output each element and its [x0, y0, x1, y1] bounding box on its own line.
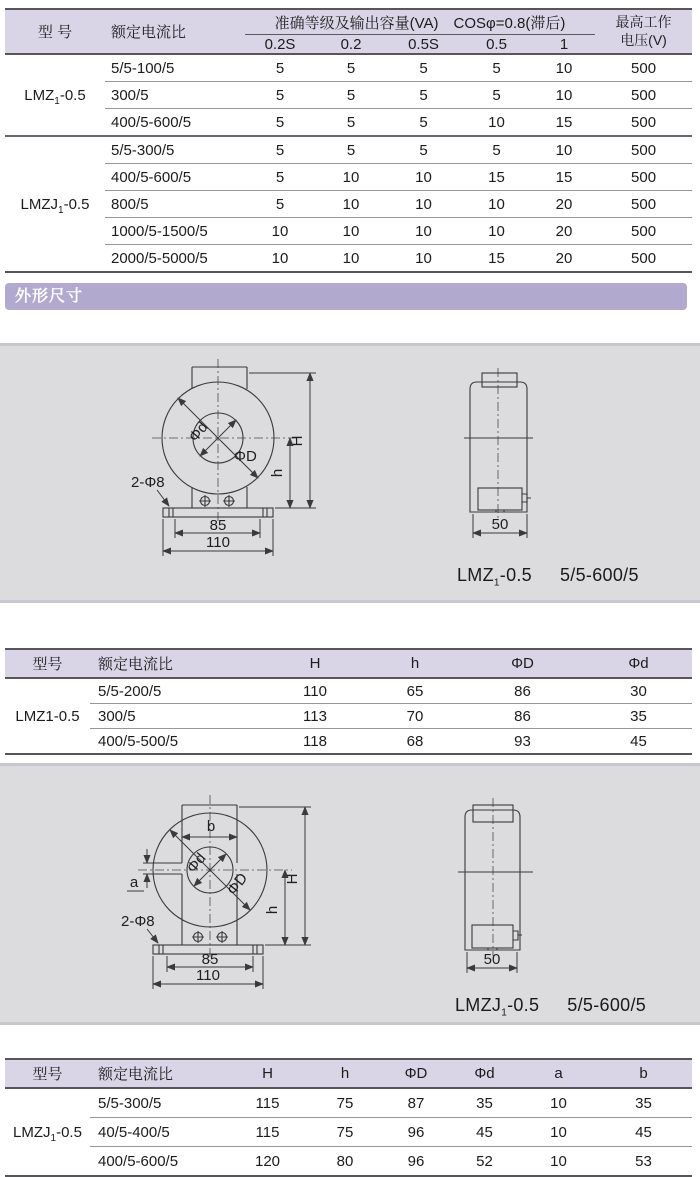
- caption-model: $LMZ_1-0.5$: [457, 565, 532, 589]
- cell-value: 5: [245, 82, 315, 109]
- cell-H: 115: [230, 1088, 305, 1118]
- cell-phid: 52: [476, 1152, 493, 1170]
- cell-H: 115: [230, 1118, 305, 1147]
- cell-phid: 35: [585, 704, 692, 729]
- cell-phiD: 93: [514, 732, 531, 750]
- cell-value: 10: [460, 218, 533, 245]
- table-row: [5, 1118, 692, 1147]
- cell-value: 5: [315, 54, 387, 82]
- cell-value: 10: [533, 82, 595, 109]
- dim-label-110: 110: [206, 534, 230, 551]
- cell-H: 113: [260, 704, 370, 729]
- header-ratio: 额定电流比: [90, 649, 260, 678]
- header-model: 型号: [5, 1059, 90, 1088]
- cell-value: 5: [245, 191, 315, 218]
- cell-value: 5: [387, 82, 460, 109]
- cell-voltage: 500: [595, 191, 692, 218]
- cell-value: 5: [245, 54, 315, 82]
- header-class-4: 1: [533, 35, 595, 55]
- cell-value: 15: [533, 164, 595, 191]
- table-row: [5, 82, 692, 109]
- dim-label-50: 50: [491, 516, 509, 533]
- cell-value: 10: [387, 164, 460, 191]
- caption-ratio: 5/5-600/5: [567, 995, 647, 1015]
- section-title-outline-dimensions: 外形尺寸: [5, 283, 687, 310]
- header-model: 型号: [5, 649, 90, 678]
- cell-h: 70: [370, 704, 460, 729]
- dim-label-50: 50: [483, 951, 501, 968]
- header-h: h: [305, 1059, 385, 1088]
- cell-h: 75: [305, 1118, 385, 1147]
- cell-H: 120: [254, 1152, 281, 1170]
- cell-value: 20: [533, 191, 595, 218]
- cell-value: 5: [315, 136, 387, 164]
- cell-voltage: 500: [595, 136, 692, 164]
- dim-label-a: a: [129, 874, 139, 891]
- cell-h: 75: [305, 1088, 385, 1118]
- cell-phiD: 96: [385, 1118, 447, 1147]
- table-row: [5, 191, 692, 218]
- top-terminal: [482, 373, 517, 387]
- cell-phiD: 87: [385, 1088, 447, 1118]
- dim-label-phid: Φd: [183, 849, 210, 877]
- dim-label-holes: 2-Φ8: [121, 913, 155, 930]
- dim-label-b: b: [206, 818, 216, 835]
- dim-label-phid: Φd: [185, 418, 212, 446]
- header-class-0: 0.2S: [245, 35, 315, 55]
- header-class-1: 0.2: [315, 35, 387, 55]
- spec-table-header: [5, 9, 692, 54]
- cell-ratio: 5/5-200/5: [90, 678, 260, 704]
- body-outline: [465, 810, 520, 950]
- cell-value: 5: [315, 82, 387, 109]
- spec-group-lmzj1: [5, 136, 692, 272]
- table-row: [5, 164, 692, 191]
- cell-H: 110: [260, 678, 370, 704]
- side-view: [464, 368, 533, 538]
- front-view: [131, 359, 316, 556]
- header-phid: Φd: [447, 1059, 522, 1088]
- cell-h: 68: [406, 732, 424, 750]
- cell-value: 5: [419, 113, 428, 131]
- table-row: [5, 245, 692, 273]
- cell-value: 20: [533, 218, 595, 245]
- header-max-voltage-line1: 最高工作: [615, 14, 672, 30]
- terminal-box: [472, 925, 513, 948]
- cell-value: 5: [245, 164, 315, 191]
- cell-value: 15: [555, 113, 573, 131]
- cell-value: 10: [342, 249, 360, 267]
- dim-label-H: H: [284, 873, 301, 885]
- cell-ratio: 2000/5-5000/5: [111, 249, 208, 267]
- cell-a: 10: [522, 1118, 595, 1147]
- cell-b: 53: [635, 1152, 652, 1170]
- cell-value: 15: [460, 164, 533, 191]
- cell-ratio: 5/5-300/5: [105, 136, 245, 164]
- dim-label-H: H: [289, 435, 306, 447]
- dim-label-h: h: [264, 905, 281, 915]
- drawing-caption-lmzj1: [455, 995, 647, 1019]
- model-label: $LMZJ_1-0.5$: [20, 195, 90, 216]
- cell-h: 65: [370, 678, 460, 704]
- cell-a: 10: [550, 1152, 567, 1170]
- cell-ratio: 1000/5-1500/5: [105, 218, 245, 245]
- cell-value: 5: [387, 54, 460, 82]
- cell-ratio: 300/5: [90, 704, 260, 729]
- cell-value: 5: [387, 136, 460, 164]
- cell-h: 80: [336, 1152, 354, 1170]
- cell-value: 15: [488, 249, 505, 267]
- header-ratio: 额定电流比: [105, 9, 245, 54]
- cell-ratio: 400/5-600/5: [111, 113, 192, 131]
- cell-voltage: 500: [595, 82, 692, 109]
- cell-value: 20: [555, 249, 573, 267]
- cell-voltage: 500: [631, 249, 657, 267]
- dim-label-phiD: ΦD: [234, 448, 257, 465]
- cell-value: 5: [460, 82, 533, 109]
- table-row: [5, 704, 692, 729]
- cell-value: 10: [533, 136, 595, 164]
- header-class-2: 0.5S: [387, 35, 460, 55]
- dim-table2-header: [5, 1059, 692, 1088]
- side-view: [458, 798, 533, 973]
- cell-value: 10: [387, 191, 460, 218]
- cell-phid: 30: [585, 678, 692, 704]
- header-model: 型 号: [5, 9, 105, 54]
- spec-table: [5, 8, 692, 273]
- outline-drawing-lmzj1: [0, 766, 700, 1022]
- caption-ratio: 5/5-600/5: [560, 565, 639, 585]
- cell-value: 10: [315, 191, 387, 218]
- header-accuracy: 准确等级及输出容量(VA) COSφ=0.8(滞后): [245, 9, 595, 35]
- cell-ratio: 40/5-400/5: [90, 1118, 230, 1147]
- caption-model: $LMZJ_1-0.5$: [455, 995, 540, 1019]
- cell-value: 10: [415, 249, 432, 267]
- table-row: [5, 729, 692, 755]
- cell-value: 10: [460, 191, 533, 218]
- cell-value: 10: [315, 218, 387, 245]
- cell-ratio: 400/5-600/5: [98, 1152, 179, 1170]
- cell-b: 45: [595, 1118, 692, 1147]
- cell-ratio: 5/5-300/5: [90, 1088, 230, 1118]
- table-row: [5, 1147, 692, 1177]
- cell-voltage: 500: [631, 113, 657, 131]
- dim-label-85: 85: [201, 951, 219, 968]
- header-ratio: 额定电流比: [90, 1059, 230, 1088]
- cell-phid: 35: [447, 1088, 522, 1118]
- cell-b: 35: [595, 1088, 692, 1118]
- cell-phid: 45: [630, 732, 647, 750]
- cell-value: 10: [488, 113, 505, 131]
- header-H: H: [260, 649, 370, 678]
- cell-value: 5: [460, 136, 533, 164]
- cell-ratio: 400/5-500/5: [98, 732, 179, 750]
- dimension-table-lmzj1: [5, 1058, 692, 1177]
- cell-value: 10: [245, 218, 315, 245]
- model-label: $LMZJ_1-0.5$: [13, 1123, 82, 1144]
- header-b: b: [595, 1059, 692, 1088]
- spec-group-lmz1: [5, 54, 692, 136]
- header-class-3: 0.5: [460, 35, 533, 55]
- cell-value: 10: [271, 249, 289, 267]
- header-a: a: [522, 1059, 595, 1088]
- dim-table1-header: [5, 649, 692, 678]
- cell-value: 10: [315, 164, 387, 191]
- table-row: [5, 54, 692, 82]
- cell-a: 10: [522, 1088, 595, 1118]
- dim-label-110: 110: [196, 967, 220, 984]
- dim-label-phiD: ΦD: [223, 870, 252, 899]
- header-H: H: [230, 1059, 305, 1088]
- drawing-panel-lmzj1: [0, 763, 700, 1025]
- cell-phiD: 86: [460, 678, 585, 704]
- table-row: [5, 136, 692, 164]
- header-h: h: [370, 649, 460, 678]
- cell-voltage: 500: [595, 218, 692, 245]
- terminal-box: [478, 488, 522, 510]
- header-phid: Φd: [585, 649, 692, 678]
- table-row: [5, 678, 692, 704]
- dimension-table-lmz1: [5, 648, 692, 755]
- cell-voltage: 500: [595, 54, 692, 82]
- cell-value: 5: [460, 54, 533, 82]
- cell-phiD: 96: [407, 1152, 425, 1170]
- cell-phid: 45: [447, 1118, 522, 1147]
- cell-value: 5: [245, 136, 315, 164]
- cell-value: 5: [346, 113, 356, 131]
- busbar-slot: [143, 863, 182, 874]
- drawing-panel-lmz1: [0, 343, 700, 603]
- model-label: $LMZ_1-0.5$: [24, 86, 86, 107]
- table-row: [5, 109, 692, 137]
- outline-drawing-lmz1: [0, 346, 700, 600]
- cell-value: 10: [387, 218, 460, 245]
- cell-ratio: 300/5: [105, 82, 245, 109]
- header-max-voltage-line2: 电压(V): [620, 31, 667, 48]
- cell-phiD: 86: [460, 704, 585, 729]
- header-max-voltage: [595, 9, 692, 54]
- dim-label-h: h: [269, 468, 286, 478]
- model-label: LMZ1-0.5: [15, 707, 80, 725]
- cell-value: 5: [275, 113, 285, 131]
- cell-ratio: 400/5-600/5: [105, 164, 245, 191]
- cell-H: 118: [303, 732, 327, 750]
- table-row: [5, 1088, 692, 1118]
- dim-label-holes: 2-Φ8: [131, 474, 165, 491]
- header-phiD: ΦD: [385, 1059, 447, 1088]
- drawing-caption-lmz1: [457, 565, 639, 589]
- cell-voltage: 500: [595, 164, 692, 191]
- cell-ratio: 5/5-100/5: [105, 54, 245, 82]
- cell-ratio: 800/5: [105, 191, 245, 218]
- header-phiD: ΦD: [460, 649, 585, 678]
- cell-value: 10: [533, 54, 595, 82]
- table-row: [5, 218, 692, 245]
- front-view: [121, 795, 311, 989]
- dim-label-85: 85: [209, 517, 227, 534]
